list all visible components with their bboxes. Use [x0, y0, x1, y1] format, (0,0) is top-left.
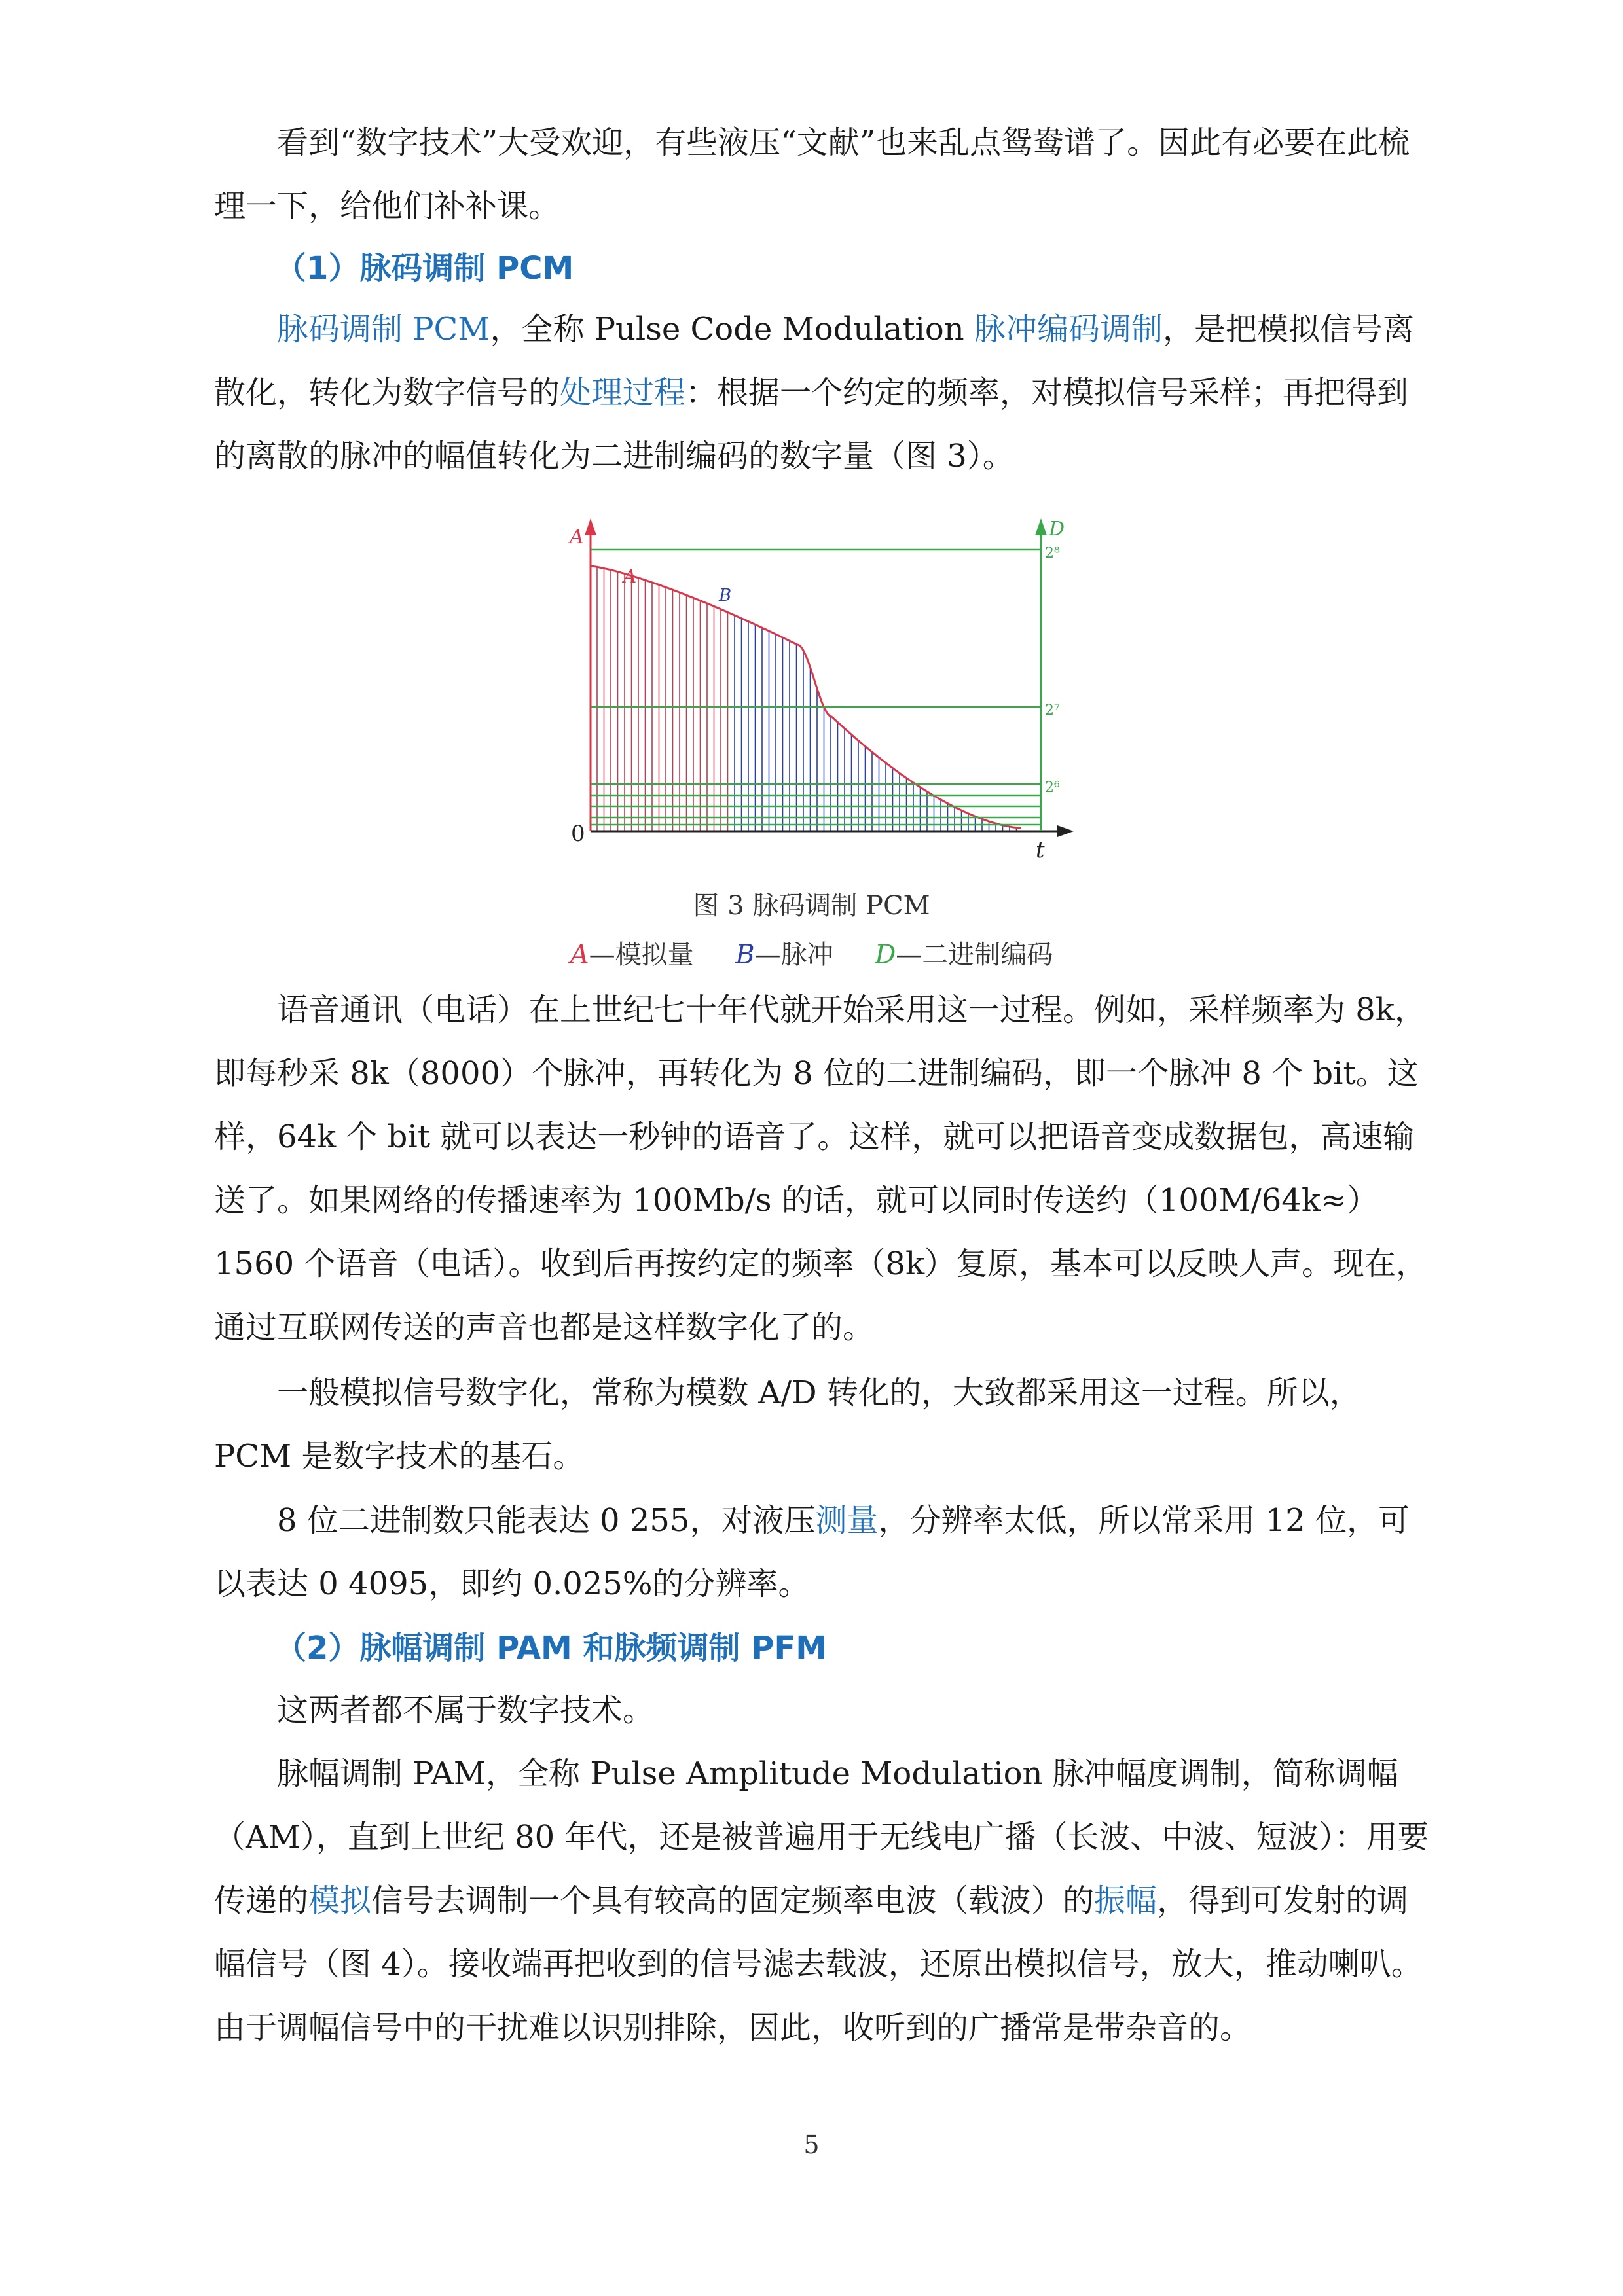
b-pulse-label: B: [719, 586, 732, 605]
legend-b-text: —脉冲: [754, 940, 833, 970]
link-analog[interactable]: 模拟: [308, 1882, 372, 1919]
d-axis-label: D: [1049, 518, 1065, 541]
page-number: 5: [803, 2130, 820, 2159]
paragraph-not-digital: 这两者都不属于数字技术。: [277, 1692, 655, 1729]
t-axis-label: t: [1036, 837, 1045, 863]
paragraph-resolution: 8 位二进制数只能表达 0 255，对液压测量，分辨率太低，所以常采用 12 位，可以表达 0 4095，即约 0.025%的分辨率。: [214, 1502, 1410, 1602]
t-axis-arrow: [1057, 825, 1074, 837]
pulse-lines: [597, 567, 1017, 831]
paragraph-intro: 看到“数字技术”大受欢迎，有些液压“文献”也来乱点鸳鸯谱了。因此有必要在此梳理一下，给他们补补课。: [214, 124, 1410, 224]
legend-d-symbol: D: [875, 940, 896, 970]
legend-d-text: —二进制编码: [896, 940, 1053, 970]
link-pcm[interactable]: 脉码调制 PCM: [277, 311, 490, 348]
level-26-label: 2⁶: [1045, 780, 1060, 796]
paragraph-pam: 脉幅调制 PAM，全称 Pulse Amplitude Modulation 脉冲幅度调制，简称调幅（AM），直到上世纪 80 年代，还是被普遍用于无线电广播（长波、中波、短波）：用要传递的模拟信号去调制一个具有较高的固定频率电波（载波）的振幅，得到可发射的调幅信号（图 4）。接收端再把收到的信号滤去载波，还原出模拟信号，放大，推动喇叭。由于调幅信号中的干扰难以识别排除，因此，收听到的广播常是带杂音的。: [214, 1755, 1429, 2046]
link-measurement[interactable]: 测量: [815, 1502, 879, 1539]
a-curve-label: A: [623, 565, 637, 587]
a-axis-label: A: [570, 526, 584, 548]
a-axis-arrow: [585, 518, 596, 535]
paragraph-telephony: 语音通讯（电话）在上世纪七十年代就开始采用这一过程。例如，采样频率为 8k，即每秒采 8k（8000）个脉冲，再转化为 8 位的二进制编码，即一个脉冲 8 个 bit。这样，64k 个 bit 就可以表达一秒钟的语音了。这样，就可以把语音变成数据包，高速输送了。如果网络的传播速率为 100Mb/s 的话，就可以同时传送约（100M/64k≈）1560 个语音（电话）。收到后再按约定的频率（8k）复原，基本可以反映人声。现在，通过互联网传送的声音也都是这样数字化了的。: [214, 992, 1428, 1346]
level-28-label: 2⁸: [1045, 545, 1060, 562]
figure-caption: 图 3 脉码调制 PCM: [693, 891, 930, 921]
legend-b-symbol: B: [735, 940, 755, 970]
origin-label: 0: [571, 821, 585, 847]
level-27-label: 2⁷: [1045, 702, 1060, 719]
pcm-diagram: [563, 504, 1087, 870]
analog-curve: [591, 566, 1021, 828]
heading-pcm: （1）脉码调制 PCM: [275, 250, 574, 287]
heading-pam-pfm: （2）脉幅调制 PAM 和脉频调制 PFM: [275, 1630, 827, 1666]
link-amplitude[interactable]: 振幅: [1094, 1882, 1158, 1919]
link-processing[interactable]: 处理过程: [560, 374, 686, 411]
figure-legend: [0, 934, 1623, 971]
d-axis-arrow: [1035, 518, 1047, 535]
paragraph-ad-conversion: 一般模拟信号数字化，常称为模数 A/D 转化的，大致都采用这一过程。所以，PCM 是数字技术的基石。: [214, 1374, 1361, 1475]
figure-pcm: [563, 504, 1087, 870]
paragraph-pcm-definition: 脉码调制 PCM，全称 Pulse Code Modulation 脉冲编码调制，是把模拟信号离散化，转化为数字信号的处理过程：根据一个约定的频率，对模拟信号采样；再把得到的离散的脉冲的幅值转化为二进制编码的数字量（图 3）。: [214, 311, 1414, 475]
legend-a-text: —模拟量: [589, 940, 694, 970]
link-pulse-code-modulation[interactable]: 脉冲编码调制: [974, 311, 1163, 348]
legend-a-symbol: A: [570, 940, 589, 970]
